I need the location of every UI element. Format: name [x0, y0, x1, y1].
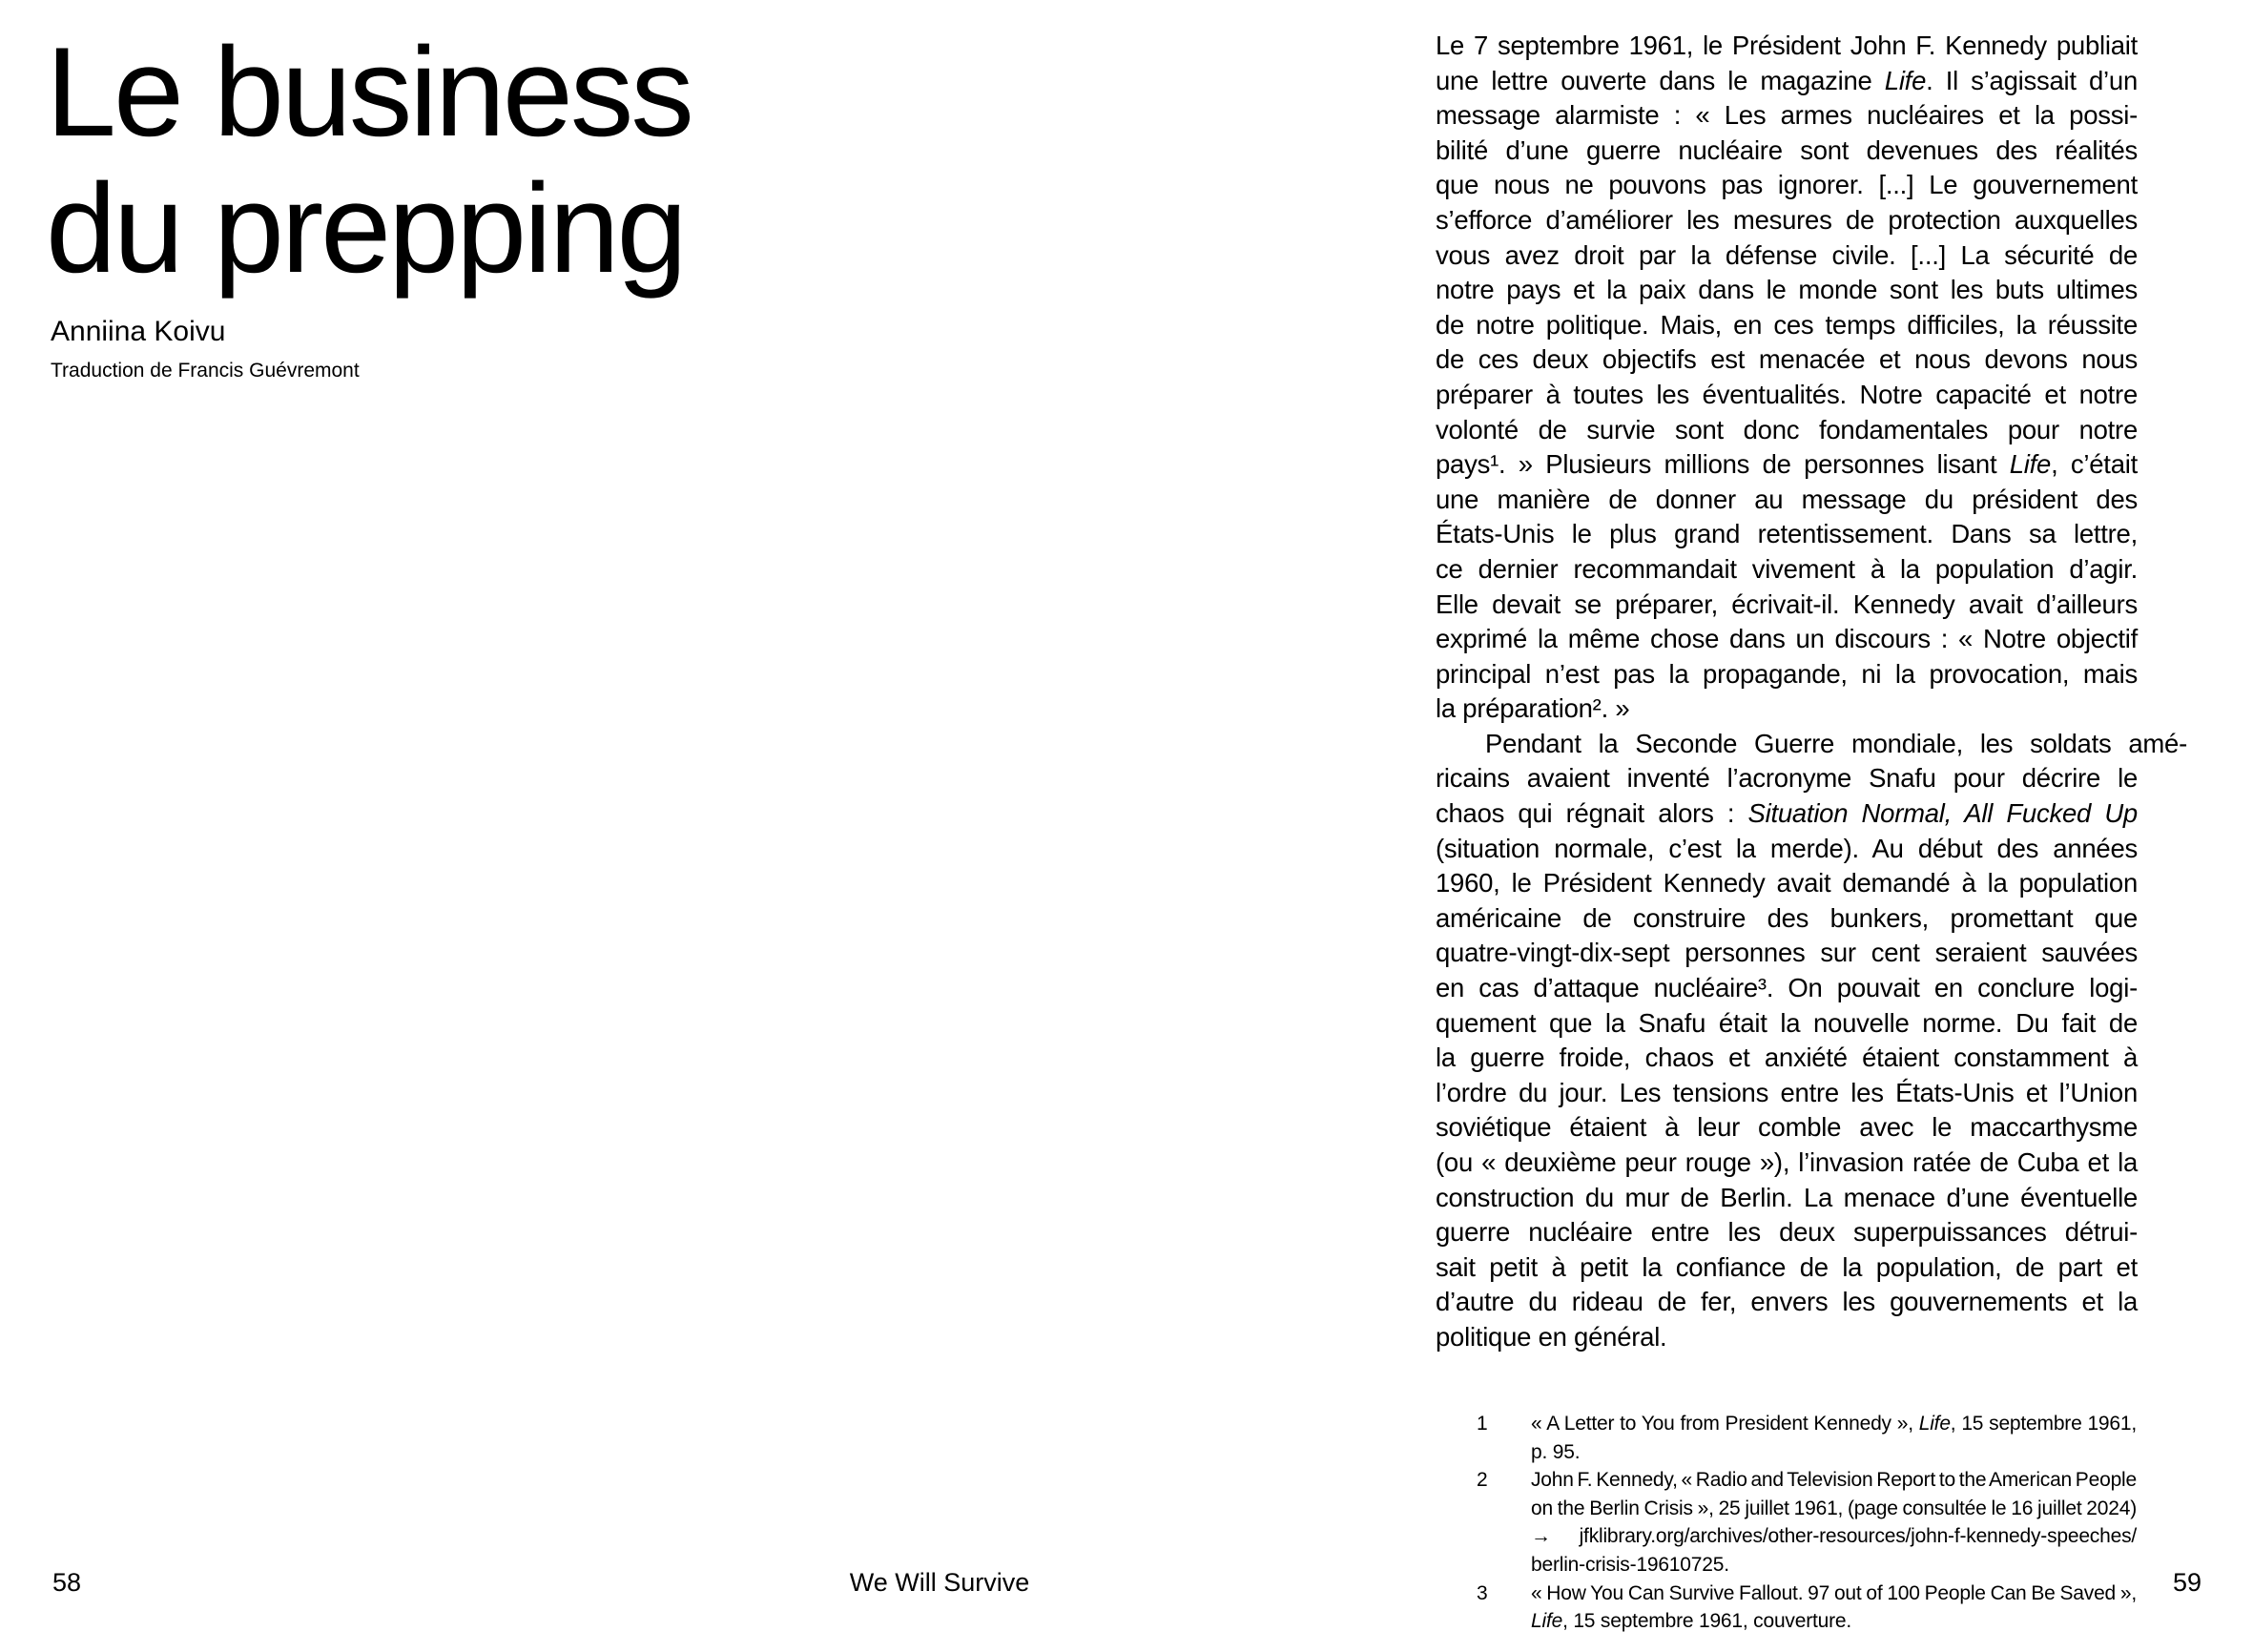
- footnote-line: p. 95.: [1531, 1440, 1581, 1463]
- body-line: s’efforce d’améliorer les mesures de protection auxquelles: [1436, 204, 2138, 235]
- body-line: volonté de survie sont donc fondamentales pour notre: [1436, 414, 2138, 444]
- footnotes: [1477, 1410, 2137, 1636]
- body-line: la préparation². »: [1436, 693, 1630, 724]
- body-line: de notre politique. Mais, en ces temps difficiles, la réussite: [1436, 309, 2138, 340]
- body-line: principal n’est pas la propagande, ni la provocation, mais: [1436, 658, 2138, 689]
- body-line: une lettre ouverte dans le magazine Life. Il s’agissait d’un: [1436, 65, 2138, 95]
- body-line: (ou « deuxième peur rouge »), l’invasion ratée de Cuba et la: [1436, 1147, 2138, 1177]
- body-line: (situation normale, c’est la merde). Au début des années: [1436, 833, 2138, 863]
- body-line: préparer à toutes les éventualités. Notre capacité et notre: [1436, 379, 2138, 409]
- body-line: Pendant la Seconde Guerre mondiale, les soldats amé-: [1485, 728, 2187, 758]
- author-name: Anniina Koivu: [51, 316, 226, 347]
- body-line: ricains avaient inventé l’acronyme Snafu pour décrire le: [1436, 763, 2138, 794]
- body-line: que nous ne pouvons pas ignorer. [...] Le gouvernement: [1436, 170, 2138, 200]
- page-number-right: 59: [2172, 1568, 2201, 1597]
- page-number-left: 58: [52, 1568, 82, 1597]
- translator-credit: Traduction de Francis Guévremont: [51, 360, 360, 382]
- article-title-line-2: du prepping: [46, 158, 685, 299]
- footnote-number: 2: [1477, 1469, 1488, 1492]
- body-line: exprimé la même chose dans un discours : « Notre objectif: [1436, 624, 2138, 654]
- body-line: la guerre froide, chaos et anxiété étaient constamment à: [1436, 1043, 2138, 1073]
- footnote-item: [1477, 1410, 2137, 1466]
- footnote-number: 3: [1477, 1581, 1488, 1604]
- body-line: américaine de construire des bunkers, promettant que: [1436, 902, 2138, 933]
- footnote-line: on the Berlin Crisis », 25 juillet 1961, (page consultée le 16 juillet 2024): [1531, 1497, 2137, 1519]
- body-line: notre pays et la paix dans le monde sont les buts ultimes: [1436, 275, 2138, 305]
- body-line: quement que la Snafu était la nouvelle norme. Du fait de: [1436, 1007, 2138, 1038]
- footnote-line: « A Letter to You from President Kennedy », Life, 15 septembre 1961,: [1531, 1413, 2138, 1435]
- body-line: en cas d’attaque nucléaire³. On pouvait en conclure logi-: [1436, 973, 2138, 1003]
- body-line: quatre-vingt-dix-sept personnes sur cent seraient sauvées: [1436, 938, 2138, 968]
- footnote-item: [1477, 1466, 2137, 1579]
- body-line: ce dernier recommandait vivement à la population d’agir.: [1436, 553, 2138, 584]
- body-line: construction du mur de Berlin. La menace d’une éventuelle: [1436, 1182, 2138, 1212]
- footnote-text: [1531, 1580, 2137, 1636]
- footnote-line: → jfklibrary.org/archives/other-resources/john-f-kennedy-speeches/: [1531, 1525, 2137, 1548]
- footnote-item: [1477, 1580, 2137, 1636]
- footnote-line: John F. Kennedy, « Radio and Television Report to the American People: [1531, 1469, 2137, 1492]
- body-line: politique en général.: [1436, 1321, 1667, 1352]
- running-title: We Will Survive: [849, 1568, 1030, 1597]
- footnote-text: [1531, 1410, 2137, 1466]
- body-line: guerre nucléaire entre les deux superpuissances détrui-: [1436, 1217, 2138, 1248]
- body-line: soviétique étaient à leur comble avec le maccarthysme: [1436, 1112, 2138, 1143]
- body-line: pays¹. » Plusieurs millions de personnes lisant Life, c’était: [1436, 449, 2138, 480]
- body-line: chaos qui régnait alors : Situation Normal, All Fucked Up: [1436, 798, 2138, 829]
- body-line: Le 7 septembre 1961, le Président John F. Kennedy publiait: [1436, 31, 2138, 60]
- body-line: 1960, le Président Kennedy avait demandé à la population: [1436, 868, 2138, 898]
- article-title-line-1: Le business: [46, 22, 692, 163]
- body-line: d’autre du rideau de fer, envers les gouvernements et la: [1436, 1287, 2138, 1317]
- article-title: [46, 22, 692, 299]
- body-line: de ces deux objectifs est menacée et nous devons nous: [1436, 344, 2138, 375]
- footnote-line: Life, 15 septembre 1961, couverture.: [1531, 1610, 1852, 1633]
- body-line: message alarmiste : « Les armes nucléaires et la possi-: [1436, 100, 2138, 131]
- body-line: sait petit à petit la confiance de la population, de part et: [1436, 1251, 2138, 1282]
- footnote-line: « How You Can Survive Fallout. 97 out of 100 People Can Be Saved »,: [1531, 1581, 2137, 1604]
- body-text: [1436, 29, 2187, 1355]
- footnote-number: 1: [1477, 1413, 1488, 1435]
- body-line: Elle devait se préparer, écrivait-il. Kennedy avait d’ailleurs: [1436, 589, 2138, 619]
- body-line: États-Unis le plus grand retentissement. Dans sa lettre,: [1436, 519, 2138, 549]
- footnote-text: [1531, 1466, 2137, 1579]
- body-line: une manière de donner au message du président des: [1436, 484, 2138, 514]
- body-line: bilité d’une guerre nucléaire sont devenues des réalités: [1436, 134, 2138, 165]
- body-line: vous avez droit par la défense civile. [...] La sécurité de: [1436, 239, 2138, 270]
- footnote-line: berlin-crisis-19610725.: [1531, 1553, 1729, 1576]
- body-line: l’ordre du jour. Les tensions entre les États-Unis et l’Union: [1436, 1077, 2138, 1107]
